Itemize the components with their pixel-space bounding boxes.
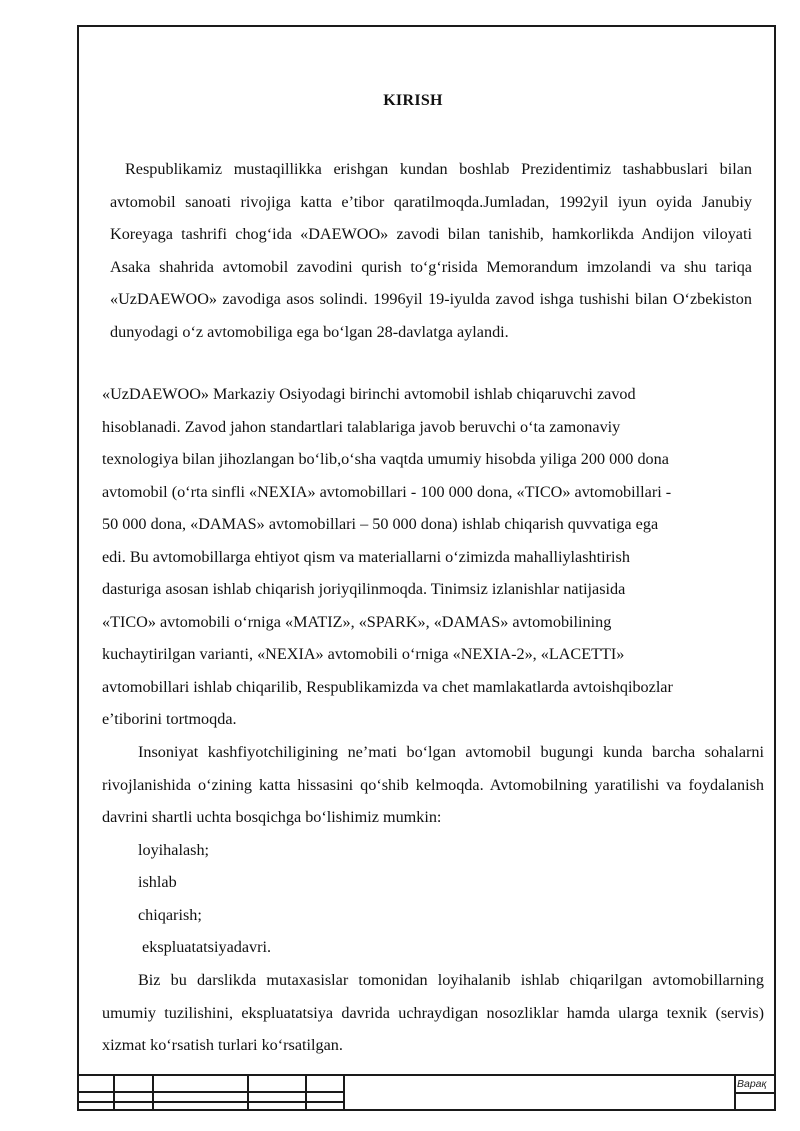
- body-line: kuchaytirilgan varianti, «NEXIA» avtomobili o‘rniga «NEXIA-2», «LACETTI»: [102, 645, 625, 663]
- body-line: dasturiga asosan ishlab chiqarish joriyqilinmoqda. Tinimsiz izlanishlar natijasida: [102, 580, 626, 598]
- stage-item: loyihalash;: [138, 841, 210, 859]
- stage-item: ishlab: [138, 873, 177, 891]
- body-line: e’tiborini tortmoqda.: [102, 710, 237, 728]
- body-line: hisoblanadi. Zavod jahon standartlari talablariga javob beruvchi o‘ta zamonaviy: [102, 418, 621, 436]
- sheet-label: Варақ: [737, 1078, 767, 1090]
- body-line: edi. Bu avtomobillarga ehtiyot qism va materiallarni o‘zimizda mahalliylashtirish: [102, 548, 630, 566]
- title-block: [77, 1074, 776, 1111]
- body-line: texnologiya bilan jihozlangan bo‘lib,o‘sha vaqtda umumiy hisobda yiliga 200 000 dona: [102, 450, 669, 468]
- body-line: «TICO» avtomobili o‘rniga «MATIZ», «SPARK», «DAMAS» avtomobilining: [102, 613, 612, 631]
- body-line: «UzDAEWOO» Markaziy Osiyodagi birinchi avtomobil ishlab chiqaruvchi zavod: [102, 385, 636, 403]
- body-line: avtomobil (o‘rta sinfli «NEXIA» avtomobillari - 100 000 dona, «TICO» avtomobillari -: [102, 483, 672, 501]
- intro-paragraph: Respublikamiz mustaqillikka erishgan kundan boshlab Prezidentimiz tashabbuslari bilan avtomobil sanoati rivojiga katta e’tibor qaratilmoqda.Jumladan, 1992yil iyun oyida Janubiy Koreyaga tashrifi chog‘ida «DAEWOO» zavodi bilan tanishib, hamkorlikda Andijon viloyati Asaka shahrida avtomobil zavodini qurish to‘g‘risida Memorandum imzolandi va shu tariqa «UzDAEWOO» zavodiga asos solindi. 1996yil 19-iyulda zavod ishga tushishi bilan O‘zbekiston dunyodagi o‘z avtomobiliga ega bo‘lgan 28-davlatga aylandi.: [110, 160, 752, 341]
- body-line: avtomobillari ishlab chiqarilib, Respublikamizda va chet mamlakatlarda avtoishqibozlar: [102, 678, 673, 696]
- paragraph-final: Biz bu darslikda mutaxasislar tomonidan loyihalanib ishlab chiqarilgan avtomobillarning umumiy tuzilishini, ekspluatatsiya davrida uchraydigan nosozliklar hamda ularga texnik (servis) xizmat ko‘rsatish turlari ko‘rsatilgan.: [102, 971, 764, 1055]
- page-title: KIRISH: [383, 92, 443, 109]
- paragraph-insoniyat: Insoniyat kashfiyotchiligining ne’mati bo‘lgan avtomobil bugungi kunda barcha sohalarni rivojlanishida o‘zining katta hissasini qo‘shib kelmoqda. Avtomobilning yaratilishi va foydalanish davrini shartli uchta bosqichga bo‘lishimiz mumkin:: [102, 743, 764, 827]
- stage-item: chiqarish;: [138, 906, 202, 924]
- stage-item: ekspluatatsiyadavri.: [138, 938, 272, 956]
- body-line: 50 000 dona, «DAMAS» avtomobillari – 50 000 dona) ishlab chiqarish quvvatiga ega: [102, 515, 659, 533]
